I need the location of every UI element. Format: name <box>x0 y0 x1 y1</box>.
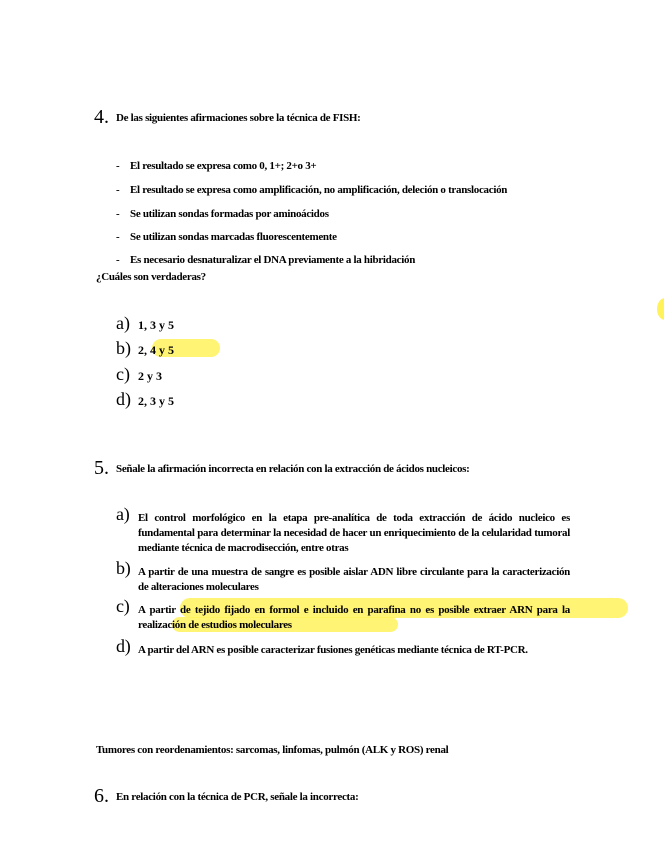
option-text: 2 y 3 <box>138 369 162 383</box>
bullet-item <box>116 254 415 266</box>
option-a[interactable] <box>116 313 174 334</box>
note-text: Tumores con reordenamientos: sarcomas, linfomas, pulmón (ALK y ROS) renal <box>96 744 449 756</box>
option-letter: d) <box>116 636 131 656</box>
option-text: A partir de una muestra de sangre es posible aislar ADN libre circulante para la caracterización de alteraciones moleculares <box>138 566 570 593</box>
option-letter: b) <box>116 338 131 358</box>
bullet-item <box>116 231 337 243</box>
option-d[interactable] <box>116 389 174 410</box>
question-6-number: 6. <box>94 785 109 807</box>
option-d[interactable] <box>116 636 570 658</box>
bullet-text: El resultado se expresa como amplificación, no amplificación, deleción o translocación <box>130 184 508 196</box>
question-4-question: ¿Cuáles son verdaderas? <box>96 271 206 283</box>
bullet-dash: - <box>116 254 120 266</box>
bullet-text: Es necesario desnaturalizar el DNA previamente a la hibridación <box>130 254 416 266</box>
bullet-dash: - <box>116 160 120 172</box>
bullet-item <box>116 184 507 196</box>
question-4-prompt: De las siguientes afirmaciones sobre la técnica de FISH: <box>116 112 361 124</box>
question-5-prompt: Señale la afirmación incorrecta en relación con la extracción de ácidos nucleicos: <box>116 463 470 475</box>
option-b[interactable] <box>116 558 570 595</box>
bullet-text: Se utilizan sondas formadas por aminoácidos <box>130 208 329 220</box>
option-text: 1, 3 y 5 <box>138 318 174 332</box>
option-text: El control morfológico en la etapa pre-analítica de toda extracción de ácido nucleico es fundamental para determinar la necesidad de hacer un enriquecimiento de la celularidad tumoral mediante técnica de macrodisección, entre otras <box>138 512 570 554</box>
bullet-item <box>116 160 316 172</box>
option-a[interactable] <box>116 504 570 556</box>
option-text: A partir de tejido fijado en formol e incluido en parafina no es posible extraer ARN para la realización de estudios moleculares <box>138 604 570 631</box>
option-letter: a) <box>116 504 130 524</box>
question-5-number: 5. <box>94 457 109 479</box>
option-text: 2, 3 y 5 <box>138 394 174 408</box>
option-letter: a) <box>116 313 130 333</box>
option-letter: c) <box>116 364 130 384</box>
option-letter: b) <box>116 558 131 578</box>
bullet-dash: - <box>116 184 120 196</box>
option-letter: c) <box>116 596 130 616</box>
option-letter: d) <box>116 389 131 409</box>
option-b[interactable] <box>116 338 174 359</box>
option-c[interactable] <box>116 364 162 385</box>
question-6-prompt: En relación con la técnica de PCR, señale la incorrecta: <box>116 791 359 803</box>
bullet-item <box>116 208 329 220</box>
question-4-number: 4. <box>94 106 109 128</box>
bullet-dash: - <box>116 208 120 220</box>
bullet-text: Se utilizan sondas marcadas fluorescentemente <box>130 231 337 243</box>
option-c[interactable] <box>116 596 570 633</box>
bullet-dash: - <box>116 231 120 243</box>
option-text: 2, 4 y 5 <box>138 343 174 357</box>
option-text: A partir del ARN es posible caracterizar fusiones genéticas mediante técnica de RT-PCR. <box>138 644 528 656</box>
highlight-edge-mark <box>657 298 664 320</box>
bullet-text: El resultado se expresa como 0, 1+; 2+o 3+ <box>130 160 317 172</box>
